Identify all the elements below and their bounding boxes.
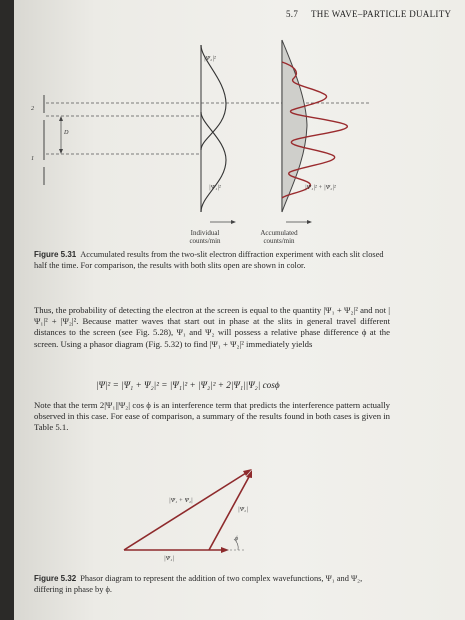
slit-2-label: 2	[31, 105, 35, 112]
resultant-phasor	[124, 473, 246, 550]
figure-5-31-number: Figure 5.31	[34, 250, 77, 259]
d-arrow-top	[59, 116, 63, 121]
accumulated-counts-label: Accumulated counts/min	[260, 229, 298, 245]
figure-5-32-number: Figure 5.32	[34, 574, 77, 583]
individual-counts-label: Individual counts/min	[189, 229, 221, 245]
running-head: THE WAVE–PARTICLE DUALITY	[311, 9, 452, 19]
interference-equation: |Ψ|² = |Ψ₁ + Ψ₂|² = |Ψ₁|² + |Ψ₂|² + 2|Ψ₁||Ψ₂| cosϕ	[96, 380, 280, 390]
d-arrow-bottom	[59, 149, 63, 154]
figure-5-31-caption-text: Accumulated results from the two-slit electron diffraction experiment with each slit closed half the time. For comparison, the results with both slits open are shown in color.	[34, 250, 384, 270]
left-axis-arrowhead	[231, 220, 236, 224]
psi1-distribution-curve	[201, 112, 226, 212]
section-number: 5.7	[286, 9, 299, 19]
figure-5-31-caption	[34, 250, 384, 271]
psi2-magnitude-label: |Ψ₂|	[238, 506, 248, 513]
slit-1-label: 1	[31, 155, 35, 162]
psi1-magnitude-label: |Ψ₁|	[164, 555, 174, 562]
phase-angle-label: ϕ	[235, 535, 239, 542]
right-axis-arrowhead	[307, 220, 312, 224]
resultant-label: |Ψ₁ + Ψ₂|	[169, 497, 193, 504]
accumulated-distribution-curve	[282, 40, 307, 212]
paragraph-probability: Thus, the probability of detecting the electron at the screen is equal to the quantity |Ψ₁ + Ψ₂|² and not |Ψ₁|² + |Ψ₂|². Because matter waves that start out in phase at the slits in general travel different distances to the screen (see Fig. 5.28), Ψ₁ and Ψ₂ will possess a relative phase difference ϕ at the screen. Using a phasor diagram (Fig. 5.32) to find |Ψ₁ + Ψ₂|² immediately yields	[34, 305, 390, 349]
paragraph-interference-term: Note that the term 2|Ψ₁||Ψ₂| cos ϕ is an interference term that predicts the interference pattern actually observed in this case. For ease of comparison, a summary of the results found in both cases is given in Table 5.1.	[34, 400, 390, 433]
figure-5-32-caption	[34, 574, 384, 595]
textbook-page	[14, 0, 465, 620]
slit-separation-label: D	[64, 129, 69, 136]
psi1-squared-label: |Ψ₁|²	[209, 184, 221, 191]
figure-5-32-caption-text: Phasor diagram to represent the addition of two complex wavefunctions, Ψ₁ and Ψ₂, differing in phase by ϕ.	[34, 574, 363, 594]
sum-of-squares-label: |Ψ₁|² + |Ψ₂|²	[305, 184, 336, 191]
psi2-squared-label: |Ψ₂|²	[204, 55, 216, 62]
two-slit-figure	[14, 0, 465, 260]
